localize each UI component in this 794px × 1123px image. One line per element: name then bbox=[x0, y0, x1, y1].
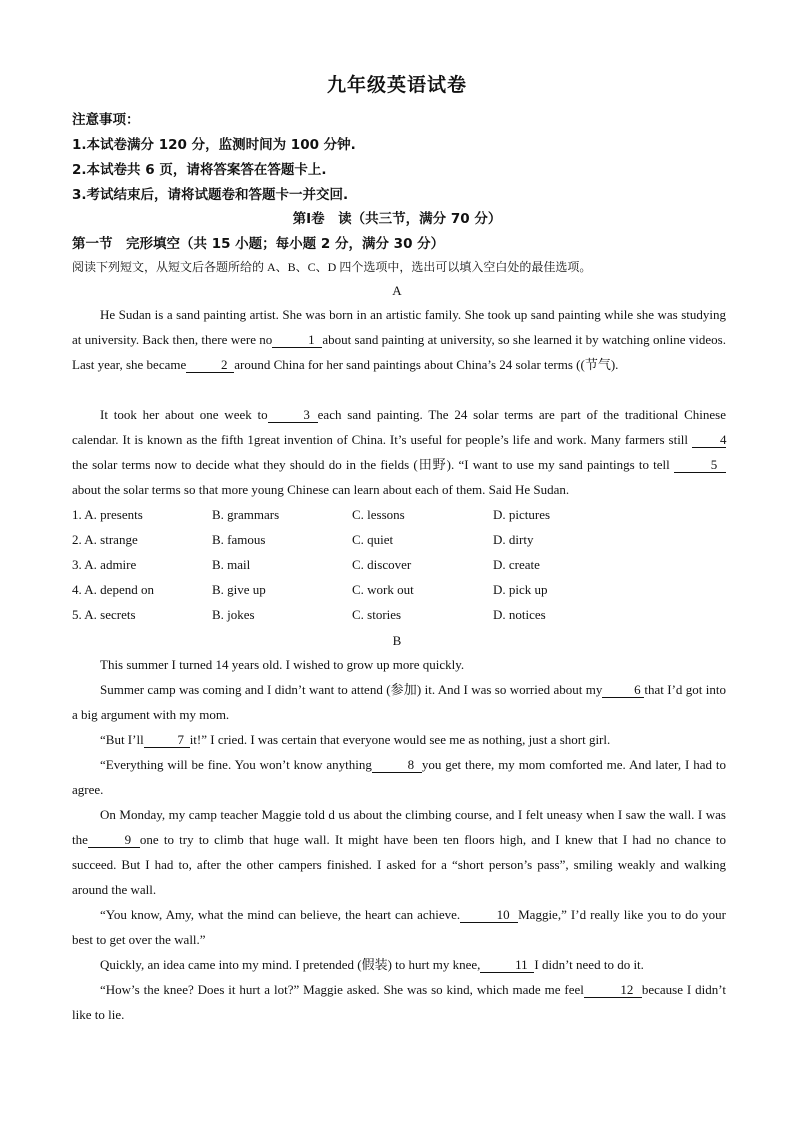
instructions: 阅读下列短文，从短文后各题所给的 A、B、C、D 四个选项中，选出可以填入空白处的最佳选项。 bbox=[72, 260, 592, 274]
option-row-5 bbox=[72, 602, 726, 627]
blank-8: 8 bbox=[372, 758, 422, 773]
note-item-1: 1.本试卷满分 120 分，监测时间为 100 分钟. bbox=[72, 137, 356, 153]
text: On Monday, my camp teacher Maggie told d us about the climbing course, and I felt uneasy when I saw the wall. I was the bbox=[72, 807, 726, 847]
option: B. give up bbox=[212, 582, 266, 597]
option: 5. A. secrets bbox=[72, 607, 136, 622]
passage-b-paragraph-2 bbox=[72, 677, 726, 727]
option: C. quiet bbox=[352, 532, 394, 547]
option: B. famous bbox=[212, 532, 266, 547]
passage-b-letter: B bbox=[392, 633, 402, 648]
text: each sand painting. The 24 solar terms are part of the traditional Chinese calendar. It is known as the fifth 1great invention of China. It’s useful for people’s life and work. Many farmers still bbox=[72, 407, 726, 447]
text: the solar terms now to decide what they should do in the fields (田野). “I want to use my sand paintings to tell bbox=[72, 457, 670, 472]
text: It took her about one week to bbox=[100, 407, 268, 422]
text: I didn’t need to do it. bbox=[534, 957, 644, 972]
option: 2. A. strange bbox=[72, 532, 138, 547]
blank-5: 5 bbox=[674, 458, 726, 473]
blank-6: 6 bbox=[602, 683, 644, 698]
blank-7: 7 bbox=[144, 733, 190, 748]
option: B. grammars bbox=[212, 507, 280, 522]
option: B. mail bbox=[212, 557, 251, 572]
blank-2: 2 bbox=[186, 358, 234, 373]
passage-b-paragraph-5 bbox=[72, 802, 726, 902]
text: that I’d got into a big argument with my mom. bbox=[72, 682, 726, 722]
text: “Everything will be fine. You won’t know anything bbox=[100, 757, 372, 772]
option: D. create bbox=[493, 557, 540, 572]
text: This summer I turned 14 years old. I wished to grow up more quickly. bbox=[100, 657, 465, 672]
text: “How’s the knee? Does it hurt a lot?” Maggie asked. She was so kind, which made me feel bbox=[100, 982, 584, 997]
blank-9: 9 bbox=[88, 833, 140, 848]
notes-heading: 注意事项： bbox=[72, 112, 140, 128]
option: 3. A. admire bbox=[72, 557, 137, 572]
passage-b-paragraph-3 bbox=[72, 727, 726, 752]
blank-10: 10 bbox=[460, 908, 518, 923]
option-row-3 bbox=[72, 552, 726, 577]
option: 1. A. presents bbox=[72, 507, 143, 522]
text: one to try to climb that huge wall. It might have been ten floors high, and I knew that I had no chance to succeed. But I had to, after the other campers finished. I asked for a “short person’s pass”, smiling weakly and walking around the wall. bbox=[72, 832, 726, 897]
passage-b-paragraph-7 bbox=[72, 952, 726, 977]
text: around China for her sand paintings about China’s 24 solar terms ((节气). bbox=[234, 357, 619, 372]
page-title: 九年级英语试卷 bbox=[326, 74, 467, 96]
blank-4: 4 bbox=[692, 433, 726, 448]
text: you get there, my mom comforted me. And later, I had to agree. bbox=[72, 757, 726, 797]
option: D. pictures bbox=[493, 507, 551, 522]
passage-a-paragraph-2 bbox=[72, 402, 726, 502]
option-row-4 bbox=[72, 577, 726, 602]
section-title: 第一节 完形填空（共 15 小题；每小题 2 分，满分 30 分） bbox=[72, 236, 445, 252]
option-row-1 bbox=[72, 502, 726, 527]
passage-b-paragraph-8 bbox=[72, 977, 726, 1027]
option: C. work out bbox=[352, 582, 414, 597]
text: “You know, Amy, what the mind can believe, the heart can achieve. bbox=[100, 907, 461, 922]
text: “But I’ll bbox=[100, 732, 144, 747]
option-row-2 bbox=[72, 527, 726, 552]
option: D. pick up bbox=[493, 582, 548, 597]
passage-a-letter: A bbox=[392, 283, 402, 298]
option: B. jokes bbox=[212, 607, 255, 622]
text: about the solar terms so that more young Chinese can learn about each of them. Said He Sudan. bbox=[72, 482, 570, 497]
passage-a-paragraph-1 bbox=[72, 302, 726, 377]
text: Summer camp was coming and I didn’t want to attend (参加) it. And I was so worried about my bbox=[100, 682, 603, 697]
text: He Sudan is a sand painting artist. She was born in an artistic family. She took up sand painting while she was studying at university. Back then, there were no bbox=[72, 307, 726, 347]
passage-b-paragraph-1 bbox=[72, 652, 726, 677]
passage-b-paragraph-4 bbox=[72, 752, 726, 802]
option: 4. A. depend on bbox=[72, 582, 154, 597]
text: about sand painting at university, so she learned it by watching online videos. Last year, she became bbox=[72, 332, 726, 372]
text: it!” I cried. I was certain that everyone would see me as nothing, just a short girl. bbox=[189, 732, 611, 747]
part-title: 第Ⅰ卷 读（共三节，满分 70 分） bbox=[292, 211, 502, 227]
note-item-3: 3.考试结束后，请将试题卷和答题卡一并交回. bbox=[72, 187, 349, 203]
option: C. stories bbox=[352, 607, 402, 622]
blank-11: 11 bbox=[480, 958, 534, 973]
text: Maggie,” I’d really like you to do your best to get over the wall.” bbox=[72, 907, 726, 947]
option: C. lessons bbox=[352, 507, 405, 522]
passage-b-paragraph-6 bbox=[72, 902, 726, 952]
text: Quickly, an idea came into my mind. I pretended (假装) to hurt my knee, bbox=[100, 957, 481, 972]
blank-12: 12 bbox=[584, 983, 642, 998]
text: because I didn’t like to lie. bbox=[72, 982, 726, 1022]
option: C. discover bbox=[352, 557, 412, 572]
note-item-2: 2.本试卷共 6 页，请将答案答在答题卡上. bbox=[72, 162, 327, 178]
option: D. notices bbox=[493, 607, 546, 622]
blank-3: 3 bbox=[268, 408, 318, 423]
option: D. dirty bbox=[493, 532, 534, 547]
blank-1: 1 bbox=[272, 333, 322, 348]
